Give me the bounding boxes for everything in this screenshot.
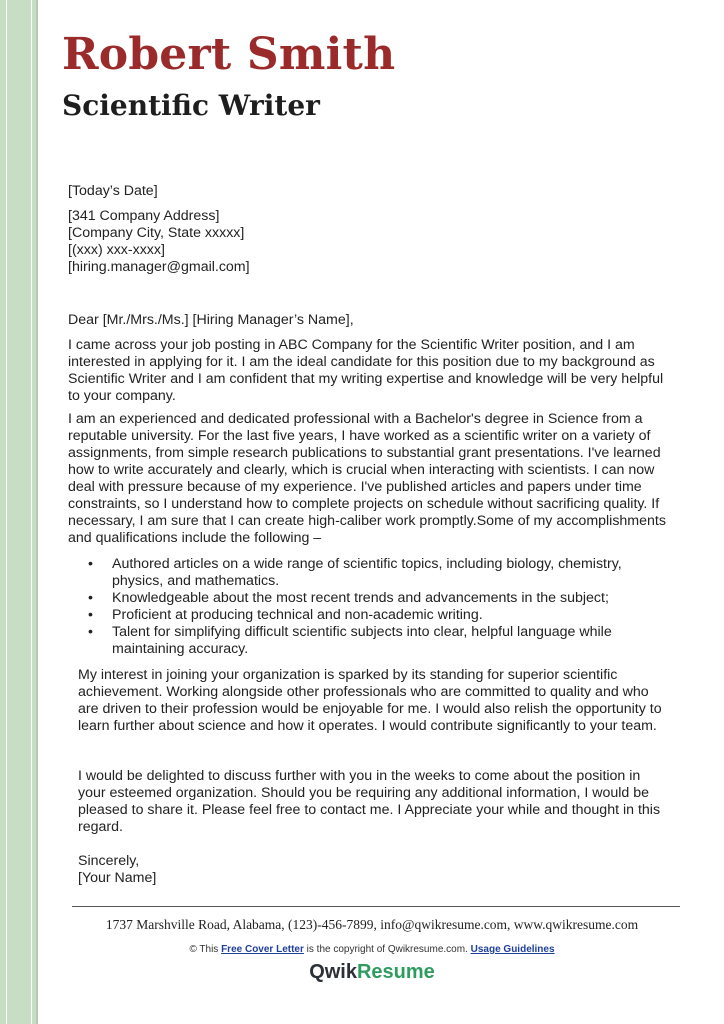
paragraph-text: I am an experienced and dedicated professional with a Bachelor's degree in Science from a reputable university. For the last five years, I have worked as a scientific writer on a variety of assignments, from simple research publications to substantial grant presentations. I've learned how to write accurately and clearly, which is crucial when interacting with scientists. I can now deal with pressure because of my experience. I've published articles and papers under time constraints, so I understand how to complete projects on schedule without sacrificing quality. If necessary, I am sure that I can create high-caliber work promptly.Some of my accomplishments and qualifications include the following – xyxy=(68,411,666,546)
paragraph-text: My interest in joining your organization is sparked by its standing for superior scientific achievement. Working alongside other professionals who are committed to quality and who are driven to their profession would be enjoyable for me. I would also relish the opportunity to learn further about science and how it operates. I would contribute significantly to your team. xyxy=(78,667,662,734)
sidebar-stripe xyxy=(6,0,32,1024)
copyright-prefix: © This xyxy=(189,944,222,955)
list-item xyxy=(88,624,668,658)
sign-off xyxy=(78,853,678,887)
signature-text: [Your Name] xyxy=(78,870,157,886)
address-line: [341 Company Address] xyxy=(68,208,220,224)
accomplishments-list xyxy=(88,556,668,658)
logo-part-qwik: Qwik xyxy=(309,961,357,983)
bullet-icon: • xyxy=(88,590,93,606)
logo-part-resume: Resume xyxy=(356,961,435,983)
date-text: [Today’s Date] xyxy=(68,183,158,199)
applicant-name: Robert Smith xyxy=(62,29,396,80)
copyright-middle: is the copyright of Qwikresume.com. xyxy=(303,944,471,955)
recipient-address xyxy=(68,208,668,276)
bullet-icon: • xyxy=(88,624,93,640)
decorative-sidebar xyxy=(0,0,38,1024)
qwikresume-logo[interactable] xyxy=(0,961,724,984)
list-item xyxy=(88,556,668,590)
paragraph-interest xyxy=(78,667,668,735)
closing-text: Sincerely, xyxy=(78,853,140,869)
list-item-text: Talent for simplifying difficult scientific subjects into clear, helpful language while maintaining accuracy. xyxy=(112,624,612,657)
letter-date xyxy=(68,183,668,200)
address-line: [(xxx) xxx-xxxx] xyxy=(68,242,165,258)
paragraph-text: I came across your job posting in ABC Company for the Scientific Writer position, and I am interested in applying for it. I am the ideal candidate for this position due to my background as Scientific Writer and I am confident that my writing expertise and knowledge will be very helpful to your company. xyxy=(68,337,664,404)
salutation-text: Dear [Mr./Mrs./Ms.] [Hiring Manager’s Name], xyxy=(68,312,354,328)
free-cover-letter-link[interactable]: Free Cover Letter xyxy=(221,944,304,955)
job-title: Scientific Writer xyxy=(62,89,320,122)
footer-divider xyxy=(72,906,680,907)
footer-contact: 1737 Marshville Road, Alabama, (123)-456-7899, info@qwikresume.com, www.qwikresume.com xyxy=(105,917,639,932)
salutation xyxy=(68,312,668,329)
paragraph-intro xyxy=(68,337,668,405)
address-line: [hiring.manager@gmail.com] xyxy=(68,259,250,275)
list-item-text: Knowledgeable about the most recent trends and advancements in the subject; xyxy=(112,590,609,606)
usage-guidelines-link[interactable]: Usage Guidelines xyxy=(470,944,555,955)
copyright-notice xyxy=(0,944,724,955)
paragraph-closing xyxy=(78,768,668,836)
list-item-text: Authored articles on a wide range of scientific topics, including biology, chemistry, physics, and mathematics. xyxy=(112,556,622,589)
list-item-text: Proficient at producing technical and non-academic writing. xyxy=(112,607,483,623)
list-item xyxy=(88,607,668,624)
list-item xyxy=(88,590,668,607)
bullet-icon: • xyxy=(88,556,93,572)
address-line: [Company City, State xxxxx] xyxy=(68,225,245,241)
bullet-icon: • xyxy=(88,607,93,623)
paragraph-text: I would be delighted to discuss further with you in the weeks to come about the position in your esteemed organization. Should you be requiring any additional information, I would be pleased to share it. Please feel free to contact me. I Appreciate your while and thought in this regard. xyxy=(78,768,661,835)
paragraph-experience xyxy=(68,411,668,547)
